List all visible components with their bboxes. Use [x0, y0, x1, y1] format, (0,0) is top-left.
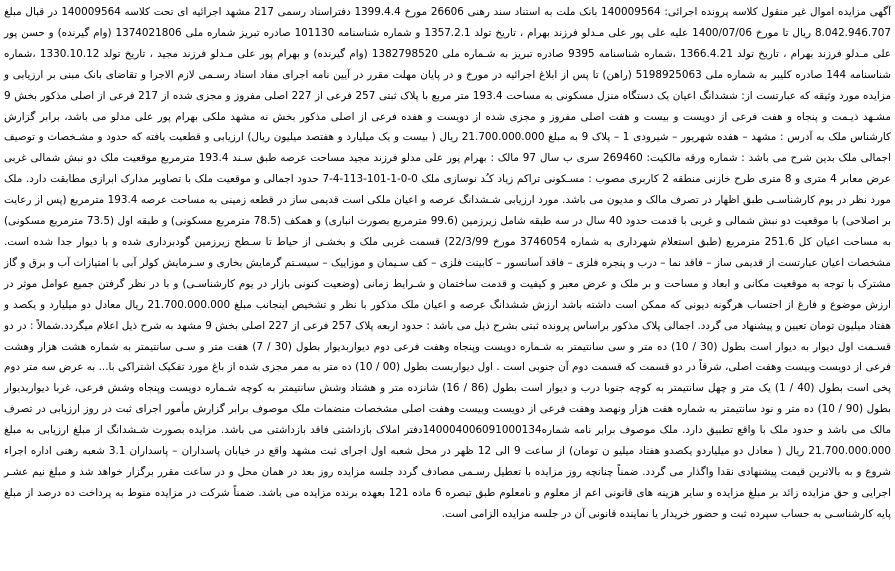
auction-notice-text: آگهی مزایده اموال غیر منقول کلاسه پرونده اجرائی: 140009564 بانک ملت به استناد سند رهنی 26606 مورخ 1399.4.4 دفتراسناد رسمی 217 مشهد اجرائیه ای تحت کلاسه 140009564 در قبال مبلغ 8.042.946.707 ریال تا مورخ 1400/07/06 علیه علی پور علی مـدلو فرزند بهرام ، تاریخ تولد 1357.2.1 و شماره شناسنامه 101130 صادره تبریز شماره ملی 1374021806 (وام گیرنده) و حسن پور علی مـدلو فرزند بهرام ، تاریخ تولد 1366.4.21 ،شماره شناسنامه 9395 صادره تبریز به شـماره ملی 1382798520 (وام گیرنده) و بهرام پور علی مـدلو فرزند مجید ، تاریخ تولد 1330.10.12 ،شماره شناسنامه 144 صادره کلیبر به شماره ملی 5198925063 (راهن) تا پس از ابلاغ اجرائیه در مورخ و در پایان مهلت مقرر در آیین نامه اجرای مفاد اسناد رسـمی لازم الاجرا و تقاضای بانک مبنی بر ارزیابی و مزایده مورد وثیقه که عبارتست از: ششدانگ اعیان یک دستگاه منزل مسکونی به مساحت 193.4 متر مربع با پلاک ثبتی 257 فرعی از 227 اصلی مفروز و مجزی شده از 217 فرعی از اصلی مذکور بخش 9 مشـهد ذیـمت و پنجاه و هفت فرعی از دویست و بیست و هفت اصلی مفروز و مجزی شده از دویست و هفده فرعی از اصلی مذکور بخش نه مشهد ملکی بهرام پور علی مدلو می باشد، برابر گزارش کارشناس ملک به آدرس : مشهد – هفده شهریور – شیرودی 1 – پلاک 9 به مبلغ 21.700.000.000 ریال ( بیست و یک میلیارد و هفتصد میلیون ریال) ارزیابی و قطعیت یافته که حدود و مشـخصات و توصیف اجمالی ملک بدین شرح می باشد : شماره ورقه مالکیت: 269460 سری ب سال 97 مالک : بهرام پور علی مدلو فرزند مجید مساحت عرصه طبق سـند 193.4 مترمربع موقعیت ملک دو نبش شمالی غربی عرض معابر 4 متری و 8 متری طرح خازنی منطقه 2 کاربری مصوب : مسـکونی تراکم زیاد کـُد نوسازی ملک 0-0-1-101-113-4-7 حدود اجمالی و موقعیت ملک با تصاویر مدارک ابرازی مطابقت دارد. ملک مورد نظر در یوم کارشناسـی طبق اظهار در تصرف مالک و مدیون می باشد. مورد ارزیابی شـشدانگ عرصه و اعیان ملکی است قدیمی ساز در قطعه زمینی به مساحت عرصه 193.4 مترمربع (پس از رعایت بر اصلاحی) با موقعیت دو نبش شمالی و غربی با قدمت حدود 40 سال در سه طبقه شامل زیرزمین (99.6 مترمربع بصورت انباری) و همکف (78.5 مترمربع مسکونی) و طبقه اول (73.5 مترمربع مسکونی) به مساحت اعیان کل 251.6 مترمربع (طبق استعلام شهرداری به شماره 3746054 مورخ 22/3/99) قسمت غربی ملک و بخشـی از حیاط تا سـطح زیرزمین گودبرداری شده و با دیوار جدا شده است. مشخصات اعیان عبارتست از قدیمی ساز – فاقد نما – درب و پنجره فلزی – فاقد آسانسور – کابینت فلزی – کف سـیمان و موزاییک – سیسـتم گرمایش بخاری و سـرمایش کولر آبی با امتیازات آب و برق و گاز مشترک با توجه به موقعیت مکانی و ابعاد و مساحت و بر ملک و عرض معبر و کیفیت و قدمت ساختمان و شـرایط زمانی (وضعیت کنونی بازار در یوم کارشناسـی) و با در نظر گرفتن جمیع عوامل موثر در ارزش موضوع و فارغ از احتساب هرگونه دیونی که ممکن است داشته باشد ارزش ششدانگ عرصه و اعیان ملک مذکور با نظر و تشخیص اینجانب مبلغ 21.700.000.000 ریال معادل دو میلیارد و یکصد و هفتاد میلیون تومان تعیین و پیشنهاد می گردد. اجمالی پلاک مذکور براساس پرونده ثبتی بشرح ذیل می باشد : حدود اربعه پلاک 257 فرعی از 227 اصلی بخش 9 مشهد به شرح ذیل اعلام میگردد.شمالاً : در دو قسـمت اول دیوار به دیوار است بطول (30 / 10) ده متر و سی سانتیمتر به شـماره دویست وپنجاه وهفت فرعی دوم دیواربدیوار بطول (30 / 7) هفت متر و سـی سانتیمتر به شماره هشت هزار وهشت فرعی از دویست وبیست وهفت اصلی، شرقاً در دو قسمت که قسمت دوم آن جنوبی است . اول دیواربست بطول (00 / 10) ده متر به ممر مجزی شده از باغ مورد تفکیک اشتراکی با... به عرض سه متر دوم پخی است بطول (40 / 1) یک متر و چهل سانتیمتر به کوچه جنوبا درب و دیوار است بطول (86 / 16) شانزده متر و هشتاد وشش سانتیمتر به کوچه شـماره دویست وپنجاه وشش فرعی، غربا دیواربدیوار بطول (90 / 10) ده متر و نود سانتیمتر به شماره هفت هزار ونهصد وهفت فرعی از دویست وبیست وهفت اصلی مشخصات منضمات ملک موصوف برابر گزارش مأمور اجرای ثبت در روز ارزیابی در تصرف مالک می باشد و حدود ملک با واقع تطبیق دارد. ملک موصوف برابر نامه شماره140004006091000134دفتر املاک بازداشتی فاقد بازداشتی می باشد. مزایده بصورت شـشدانگ از مبلغ ارزیابی به مبلغ 21.700.000.000 ریال ( معادل دو میلیاردو یکصدو هفتاد میلیو ن تومان) از ساعت 9 الی 12 ظهر در محل شعبه اول اجرای ثبت مشهد واقع در خیابان پاسداران – پاسداران 3.1 شعبه رهنی اداره اجراء شروع و به بالاترین قیمت پیشنهادی نقدا واگذار می گردد. ضمناً چنانچه روز مزایده با تعطیل رسـمی مصادف گردد جلسه مزایده روز بعد در همان محل و در ساعت مقرر برگزار خواهد شد و مبلغ نیم عشـر اجرایی و حق مزایده زائد بر مبلغ مزایده و سایر هزینه های قانونی اعم از معلوم و نامعلوم طبق تبصره 6 ماده 121 بعهده برنده مزایده می باشد. ضمناً شرکت در مزایده منوط به پرداخت ده درصد از مبلغ پایه کارشناسـی به حساب سپرده ثبت و حضور خریدار یا نماینده قانونی آن در جلسه مزایده الزامی است.	[4, 6, 892, 520]
